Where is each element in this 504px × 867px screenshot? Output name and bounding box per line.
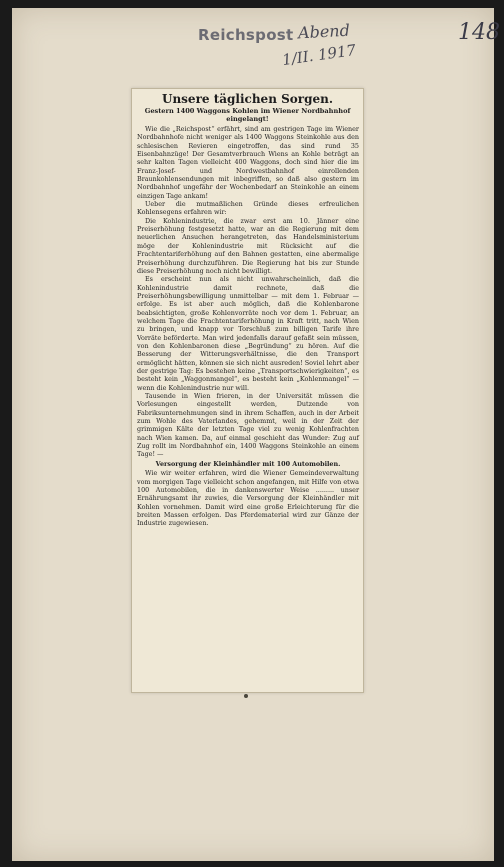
article-paragraph: Es erscheint nun als nicht unwahrscheinlich, daß die Kohlenindustrie damit rechnete, daß die Preiserhöhungsbewilligung unmittelbar — mit dem 1. Februar — erfolge. Es ist aber auch möglich, daß die Kohlenbarone beabsichtigten, große Kohlenvorräte noch vor dem 1. Februar, an welchem Tage die Frachtentariferhöhung in Kraft tritt, nach Wien zu bringen, und knapp vor Torschluß zum billigen Tarife ihre Vorräte beförderte. Man wird jedenfalls darauf gefaßt sein müssen, von den Kohlenbaronen diese „Begründung“ zu hören. Auf die Besserung der Witterungsverhältnisse, die den Transport ermöglicht hätten, können sie sich nicht ausreden! Soviel lehrt aber der gestrige Tag: Es bestehen keine „Transportschwierigkeiten“, es besteht kein „Waggonmangel“, es besteht kein „Kohlenmangel“ — wenn die Kohlenindustrie nur will. — [137, 275, 359, 392]
ink-dot — [244, 694, 248, 698]
handwritten-note: Abend — [297, 20, 351, 43]
article-subtitle: Gestern 1400 Waggons Kohlen im Wiener Nordbahnhof eingelangt! — [144, 107, 351, 123]
handwritten-date: 1/II. 1917 — [281, 40, 358, 70]
article-paragraph: Tausende in Wien frieren, in der Universität müssen die Vorlesungen eingestellt werden, Dutzende von Fabriksunternehmungen sind in ihrem Schaffen, auch in der Arbeit zum Wohle des Vaterlandes, gehemmt, weil in der Zeit der grimmigen Kälte der letzten Tage viel zu wenig Kohlenfrachten nach Wien kamen. Da, auf einmal geschieht das Wunder: Zug auf Zug rollt im Nordbahnhof ein, 1400 Waggons Steinkohle an einem Tage! — — [137, 392, 359, 459]
newspaper-stamp: Reichspost — [198, 26, 294, 44]
folio-number: 148 — [458, 20, 500, 45]
article-title: Unsere täglichen Sorgen. — [161, 92, 334, 106]
article-paragraph: Wie wir weiter erfahren, wird die Wiener Gemeindeverwaltung vom morgigen Tage vielleicht schon angefangen, mit Hilfe von etwa 100 Automobilen, die in dankenswerter Weise ......... unser Ernährungsamt ihr zuwies, die Versorgung der Kleinhändler mit Kohlen vornehmen. Damit wird eine große Erleichterung für die breiten Massen erfolgen. Das Pferdematerial wird zur Gänze der Industrie zugewiesen. — [137, 469, 359, 528]
article-paragraph: Ueber die mutmaßlichen Gründe dieses erfreulichen Kohlensegens erfahren wir: — [137, 200, 359, 217]
article-paragraph: Wie die „Reichspost“ erfährt, sind am gestrigen Tage im Wiener Nordbahnhofe nicht weniger als 1400 Waggons Steinkohle aus den schlesischen Revieren eingetroffen, das sind rund 35 Eisenbahnzüge! Der Gesamtverbrauch Wiens an Kohle beträgt an sehr kalten Tagen vielleicht 400 Waggons, doch sind hier die im Franz-Josef- und Nordwestbahnhof einrollenden Braunkohlensendungen mit inbegriffen, so daß also gestern im Nordbahnhof ungefähr der Wochenbedarf an Steinkohle an einem einzigen Tage ankam! — [137, 125, 359, 200]
article-body — [132, 125, 363, 528]
newspaper-clipping — [131, 88, 364, 693]
article-paragraph: Die Kohlenindustrie, die zwar erst am 10. Jänner eine Preiserhöhung festgesetzt hatte, war an die Regierung mit dem neuerlichen Ansuchen herangetreten, das Handelsministerium möge der Kohlenindustrie mit Rücksicht auf die Frachtentariferhöhung auf den Bahnen gestatten, eine abermalige Preiserhöhung durchzuführen. Die Regierung hat bis zur Stunde diese Preiserhöhung noch nicht bewilligt. — [137, 216, 359, 275]
section-heading: Versorgung der Kleinhändler mit 100 Automobilen. — [155, 459, 341, 468]
